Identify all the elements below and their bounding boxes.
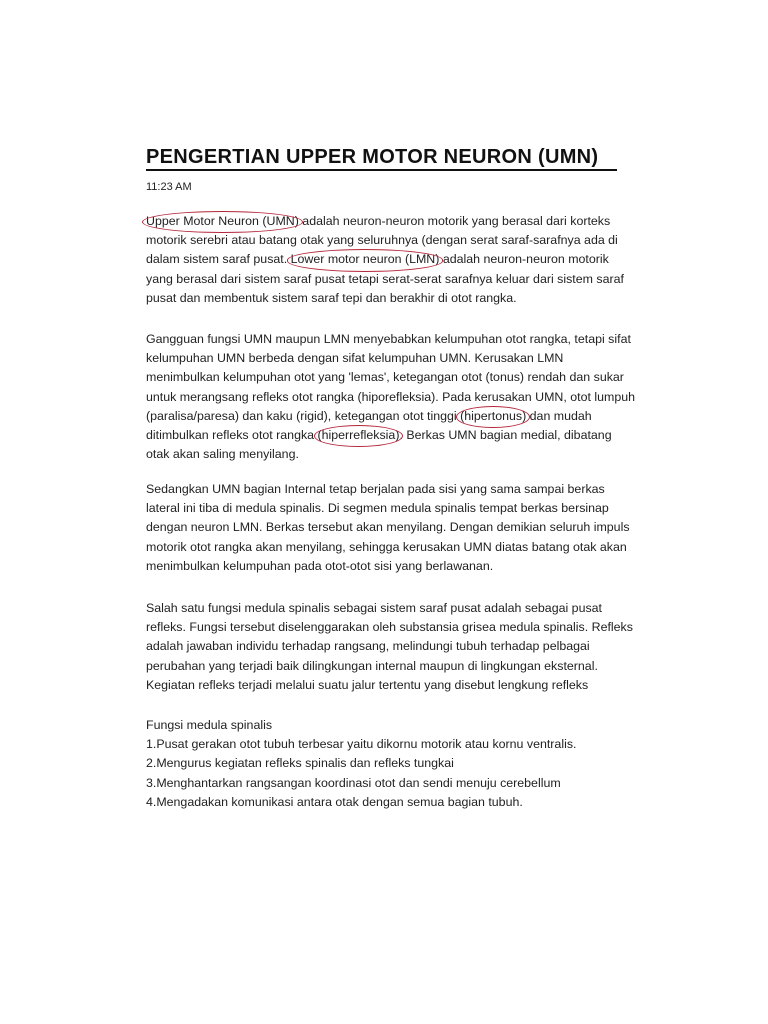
text-line: adalah jawaban individu terhadap rangsang, melindungi tubuh terhadap pelbagai xyxy=(146,639,590,654)
text-span: dalam sistem saraf pusat. xyxy=(146,252,291,267)
text-line: pusat dan membentuk sistem saraf tepi dan berakhir di otot rangka. xyxy=(146,290,517,305)
text-line: dengan neuron LMN. Berkas tersebut akan menyilang. Dengan demikian seluruh impuls xyxy=(146,520,630,535)
document-title: PENGERTIAN UPPER MOTOR NEURON (UMN) xyxy=(146,146,599,168)
paragraph-umn-lmn-definition xyxy=(146,212,666,308)
text-span: dan mudah xyxy=(526,408,592,423)
text-span: adalah neuron-neuron motorik yang berasal dari korteks xyxy=(298,214,611,228)
list-item: 1.Pusat gerakan otot tubuh terbesar yaitu dikornu motorik atau kornu ventralis. xyxy=(146,737,577,752)
text-line: Salah satu fungsi medula spinalis sebagai sistem saraf pusat adalah sebagai pusat xyxy=(146,601,602,615)
title-underline xyxy=(146,169,617,171)
text-line: lateral ini tiba di medula spinalis. Di segmen medula spinalis tempat berkas bersinap xyxy=(146,501,609,516)
list-item: 3.Menghantarkan rangsangan koordinasi otot dan sendi menuju cerebellum xyxy=(146,775,561,790)
text-line: Sedangkan UMN bagian Internal tetap berjalan pada sisi yang sama sampai berkas xyxy=(146,482,605,496)
text-span: ditimbulkan refleks otot rangka xyxy=(146,428,318,443)
text-line xyxy=(146,407,666,426)
text-line: menimbulkan kelumpuhan otot yang 'lemas', ketegangan otot (tonus) rendah dan sukar xyxy=(146,370,624,385)
text-line: motorik otot rangka akan menyilang, sehingga kerusakan UMN diatas batang otak akan xyxy=(146,539,627,554)
text-line: untuk merangsang refleks otot rangka (hiporefleksia). Pada kerusakan UMN, otot lumpuh xyxy=(146,389,635,404)
paragraph-umn-lmn-disorders xyxy=(146,330,666,464)
text-line: motorik serebri atau batang otak yang seluruhnya (dengan serat saraf-sarafnya ada di xyxy=(146,233,618,248)
list-item: 4.Mengadakan komunikasi antara otak dengan semua bagian tubuh. xyxy=(146,794,523,809)
text-line xyxy=(146,426,666,445)
text-line xyxy=(146,212,666,231)
text-line: otak akan saling menyilang. xyxy=(146,447,299,462)
text-span: (paralisa/paresa) dan kaku (rigid), ketegangan otot tinggi xyxy=(146,408,461,423)
text-line: perubahan yang terjadi baik dilingkungan internal maupun di lingkungan eksternal. xyxy=(146,658,598,673)
spinal-cord-functions-list xyxy=(146,716,666,812)
list-heading: Fungsi medula spinalis xyxy=(146,718,273,732)
text-span: adalah neuron-neuron motorik xyxy=(439,252,609,267)
text-line: menimbulkan kelumpuhan pada otot-otot sisi yang berlawanan. xyxy=(146,558,494,573)
text-line: kelumpuhan UMN berbeda dengan sifat kelumpuhan UMN. Kerusakan LMN xyxy=(146,351,564,366)
text-line xyxy=(146,250,666,269)
list-item: 2.Mengurus kegiatan refleks spinalis dan refleks tungkai xyxy=(146,756,454,771)
text-line: yang berasal dari sistem saraf pusat tetapi serat-serat sarafnya keluar dari sistem saraf xyxy=(146,271,624,286)
circled-term-umn: Upper Motor Neuron (UMN) xyxy=(146,212,299,231)
text-line: refleks. Fungsi tersebut diselenggarakan oleh substansia grisea medula spinalis. Refleks xyxy=(146,620,633,635)
timestamp: 11:23 AM xyxy=(146,181,192,193)
circled-term-hiperrefleksia: (hiperrefleksia) xyxy=(318,426,400,445)
text-line: Kegiatan refleks terjadi melalui suatu jalur tertentu yang disebut lengkung refleks xyxy=(146,677,589,692)
paragraph-umn-pathway xyxy=(146,480,666,576)
circled-term-hipertonus: (hipertonus) xyxy=(460,407,526,426)
circled-term-lmn: Lower motor neuron (LMN) xyxy=(291,250,440,269)
text-line: Gangguan fungsi UMN maupun LMN menyebabkan kelumpuhan otot rangka, tetapi sifat xyxy=(146,332,631,346)
text-span: . Berkas UMN bagian medial, dibatang xyxy=(399,428,612,443)
paragraph-spinal-reflex xyxy=(146,599,666,695)
